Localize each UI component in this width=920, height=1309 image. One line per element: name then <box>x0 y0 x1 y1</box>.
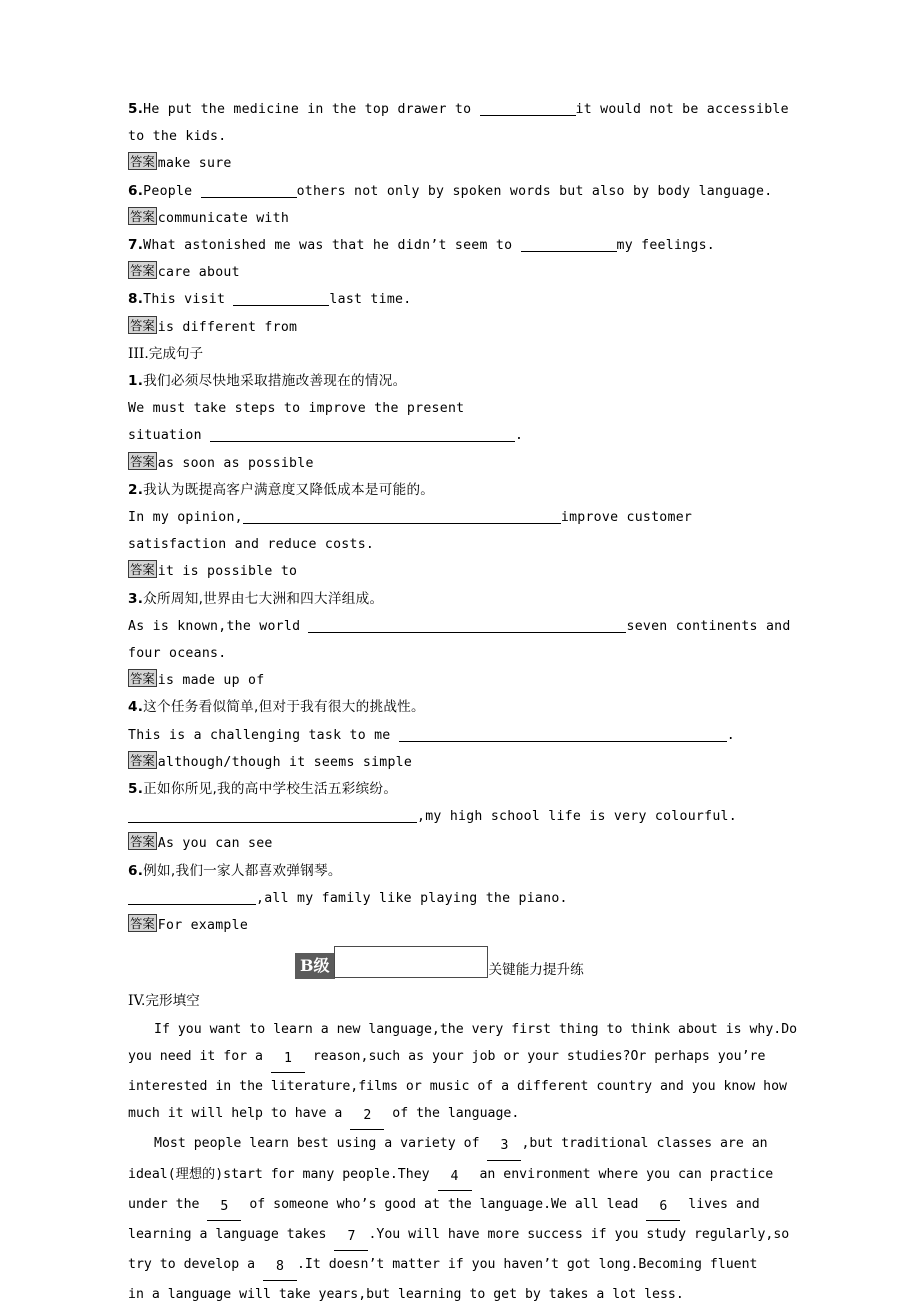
cloze-blank-4[interactable]: 4 <box>438 1163 472 1191</box>
cloze-text: .It doesn’t matter if you haven’t got long.Becoming fluent <box>296 1257 758 1273</box>
cloze-text: interested in the literature,films or music of a different country and you know how <box>128 1078 787 1094</box>
chinese-prompt-line <box>128 858 792 885</box>
cloze-line <box>128 1100 792 1130</box>
chinese-prompt: 我认为既提高客户满意度又降低成本是可能的。 <box>143 481 435 498</box>
cloze-line <box>128 1161 792 1191</box>
cloze-text: much it will help to have a <box>128 1106 351 1122</box>
answer-line <box>128 150 792 177</box>
question-line <box>128 96 792 123</box>
question-line <box>128 286 792 313</box>
question-number: 3. <box>128 590 144 607</box>
cloze-line <box>128 1251 792 1281</box>
english-line <box>128 722 792 749</box>
question-text-cont: to the kids. <box>128 129 227 145</box>
cloze-text: in a language will take years,but learning to get by takes a lot less. <box>128 1287 684 1303</box>
question-number: 4. <box>128 699 144 716</box>
answer-text: it is possible to <box>157 564 298 580</box>
answer-text: is made up of <box>157 673 265 689</box>
answer-label: 答案 <box>130 317 155 333</box>
answer-label: 答案 <box>130 453 155 469</box>
question-number: 1. <box>128 373 144 390</box>
answer-label: 答案 <box>130 834 155 850</box>
cloze-text: ,but traditional classes are an <box>521 1136 768 1152</box>
cloze-blank-3[interactable]: 3 <box>487 1132 521 1160</box>
question-number: 6. <box>128 862 144 879</box>
answer-blank[interactable] <box>480 103 576 116</box>
cloze-line <box>128 1221 792 1251</box>
answer-text: is different from <box>157 319 298 335</box>
answer-blank[interactable] <box>243 511 561 524</box>
section-heading-complete-sentences <box>128 341 792 368</box>
answer-label: 答案 <box>130 263 155 279</box>
cloze-text: under the <box>128 1196 208 1212</box>
answer-blank[interactable] <box>399 729 727 742</box>
cloze-text: of the language. <box>384 1106 520 1122</box>
cloze-line <box>128 1043 792 1073</box>
english-line <box>128 504 792 531</box>
complete-sentences-section <box>128 368 792 939</box>
chinese-prompt-line <box>128 586 792 613</box>
question-text-pre: What astonished me was that he didn’t seem to <box>143 238 521 254</box>
question-text-post: last time. <box>329 292 412 308</box>
cloze-text: ideal(理想的)start for many people.They <box>128 1166 438 1182</box>
english-line-cont <box>128 531 792 558</box>
question-text-pre: People <box>143 183 201 199</box>
answer-line <box>128 314 792 341</box>
english-line <box>128 395 792 422</box>
answer-blank[interactable] <box>128 810 417 823</box>
english-text-post: seven continents and <box>626 618 791 634</box>
question-text-post: others not only by spoken words but also by body language. <box>296 183 773 199</box>
answer-blank[interactable] <box>233 293 329 306</box>
cloze-text: lives and <box>680 1196 760 1212</box>
answer-text: as soon as possible <box>157 455 314 471</box>
english-line-cont <box>128 640 792 667</box>
question-text-post: my feelings. <box>616 238 715 254</box>
english-text-pre: As is known,the world <box>128 618 309 634</box>
question-text-pre: He put the medicine in the top drawer to <box>143 102 480 117</box>
answer-blank[interactable] <box>128 892 256 905</box>
cloze-text: reason,such as your job or your studies?Or perhaps you’re <box>304 1048 766 1064</box>
question-number: 2. <box>128 481 144 498</box>
cloze-text: an environment where you can practice <box>471 1166 774 1182</box>
chinese-prompt-line <box>128 776 792 803</box>
chinese-prompt: 这个任务看似简单,但对于我有很大的挑战性。 <box>143 699 425 716</box>
chinese-prompt-line <box>128 694 792 721</box>
english-text-post: ,my high school life is very colourful. <box>417 809 737 825</box>
answer-line <box>128 558 792 585</box>
english-text-post: . <box>726 727 735 743</box>
answer-blank[interactable] <box>210 429 515 442</box>
answer-label: 答案 <box>130 154 155 170</box>
cloze-line <box>128 1191 792 1221</box>
cloze-blank-1[interactable]: 1 <box>271 1045 305 1073</box>
english-text-pre: situation <box>128 428 211 444</box>
cloze-blank-5[interactable]: 5 <box>207 1193 241 1221</box>
cloze-text: .You will have more success if you study regularly,so <box>368 1226 790 1242</box>
question-number: 5. <box>128 101 144 117</box>
english-text-cont: satisfaction and reduce costs. <box>128 537 375 553</box>
english-text-post: . <box>515 428 524 444</box>
cloze-text: learning a language takes <box>128 1226 335 1242</box>
cloze-line <box>128 1016 798 1043</box>
answer-line <box>128 205 792 232</box>
section-numeral: III. <box>128 345 149 362</box>
level-tag: B级 <box>295 953 335 979</box>
answer-line <box>128 259 792 286</box>
answer-label: 答案 <box>130 562 155 578</box>
chinese-prompt: 例如,我们一家人都喜欢弹钢琴。 <box>143 862 342 879</box>
cloze-text: try to develop a <box>128 1257 263 1273</box>
answer-label: 答案 <box>130 752 155 768</box>
answer-text: make sure <box>157 156 232 172</box>
section-heading-cloze <box>128 988 792 1015</box>
answer-line <box>128 912 792 939</box>
english-text: We must take steps to improve the present <box>128 401 465 417</box>
answer-line <box>128 749 792 776</box>
cloze-blank-8[interactable]: 8 <box>263 1253 297 1281</box>
section-numeral: IV. <box>128 993 146 1010</box>
answer-blank[interactable] <box>521 239 617 252</box>
cloze-text: Most people learn best using a variety of <box>154 1136 488 1152</box>
answer-label: 答案 <box>130 208 155 224</box>
cloze-text: If you want to learn a new language,the very first thing to think about is why.Do <box>154 1021 798 1037</box>
chinese-prompt-line <box>128 368 792 395</box>
answer-blank[interactable] <box>308 620 626 633</box>
english-text-post: improve customer <box>560 510 693 526</box>
answer-blank[interactable] <box>201 185 297 198</box>
question-number: 7. <box>128 237 144 254</box>
cloze-blank-6[interactable]: 6 <box>646 1193 680 1221</box>
question-text-post: it would not be accessible <box>575 102 789 117</box>
answer-text: For example <box>157 918 249 934</box>
level-banner <box>128 946 792 986</box>
cloze-section <box>128 1016 798 1309</box>
english-text-post: ,all my family like playing the piano. <box>256 890 568 906</box>
chinese-prompt-line <box>128 477 792 504</box>
answer-label: 答案 <box>130 916 155 932</box>
english-line <box>128 885 792 912</box>
cloze-line <box>128 1130 792 1160</box>
english-line <box>128 422 792 449</box>
answer-line <box>128 830 792 857</box>
cloze-blank-7[interactable]: 7 <box>334 1223 368 1251</box>
fill-blank-section <box>128 96 792 341</box>
chinese-prompt: 众所周知,世界由七大洲和四大洋组成。 <box>143 590 384 607</box>
answer-text: although/though it seems simple <box>157 754 413 770</box>
question-line <box>128 232 792 259</box>
cloze-line <box>128 1073 792 1100</box>
question-line <box>128 178 792 205</box>
chinese-prompt: 我们必须尽快地采取措施改善现在的情况。 <box>143 373 407 390</box>
cloze-text: you need it for a <box>128 1048 271 1064</box>
english-line <box>128 613 792 640</box>
section-title: 完成句子 <box>148 345 204 362</box>
worksheet-page <box>128 96 798 1309</box>
answer-label: 答案 <box>130 671 155 687</box>
section-title: 完形填空 <box>145 993 200 1010</box>
english-text-pre: This is a challenging task to me <box>128 727 399 743</box>
english-text-pre: In my opinion, <box>128 510 243 526</box>
question-number: 8. <box>128 291 144 308</box>
cloze-line <box>128 1281 792 1308</box>
english-line <box>128 803 792 830</box>
answer-text: communicate with <box>157 210 290 226</box>
chinese-prompt: 正如你所见,我的高中学校生活五彩缤纷。 <box>143 781 398 798</box>
answer-text: As you can see <box>157 836 273 852</box>
question-line-cont <box>128 123 792 150</box>
answer-line <box>128 667 792 694</box>
question-number: 6. <box>128 182 144 199</box>
answer-line <box>128 450 792 477</box>
level-decorative-rectangle <box>334 946 488 978</box>
question-text-pre: This visit <box>143 292 234 308</box>
english-text-cont: four oceans. <box>128 646 227 662</box>
level-banner-inner <box>295 946 584 979</box>
answer-text: care about <box>157 265 240 281</box>
level-label: 关键能力提升练 <box>488 962 584 979</box>
question-number: 5. <box>128 781 144 798</box>
cloze-blank-2[interactable]: 2 <box>350 1102 384 1130</box>
cloze-text: of someone who’s good at the language.We all lead <box>241 1196 647 1212</box>
